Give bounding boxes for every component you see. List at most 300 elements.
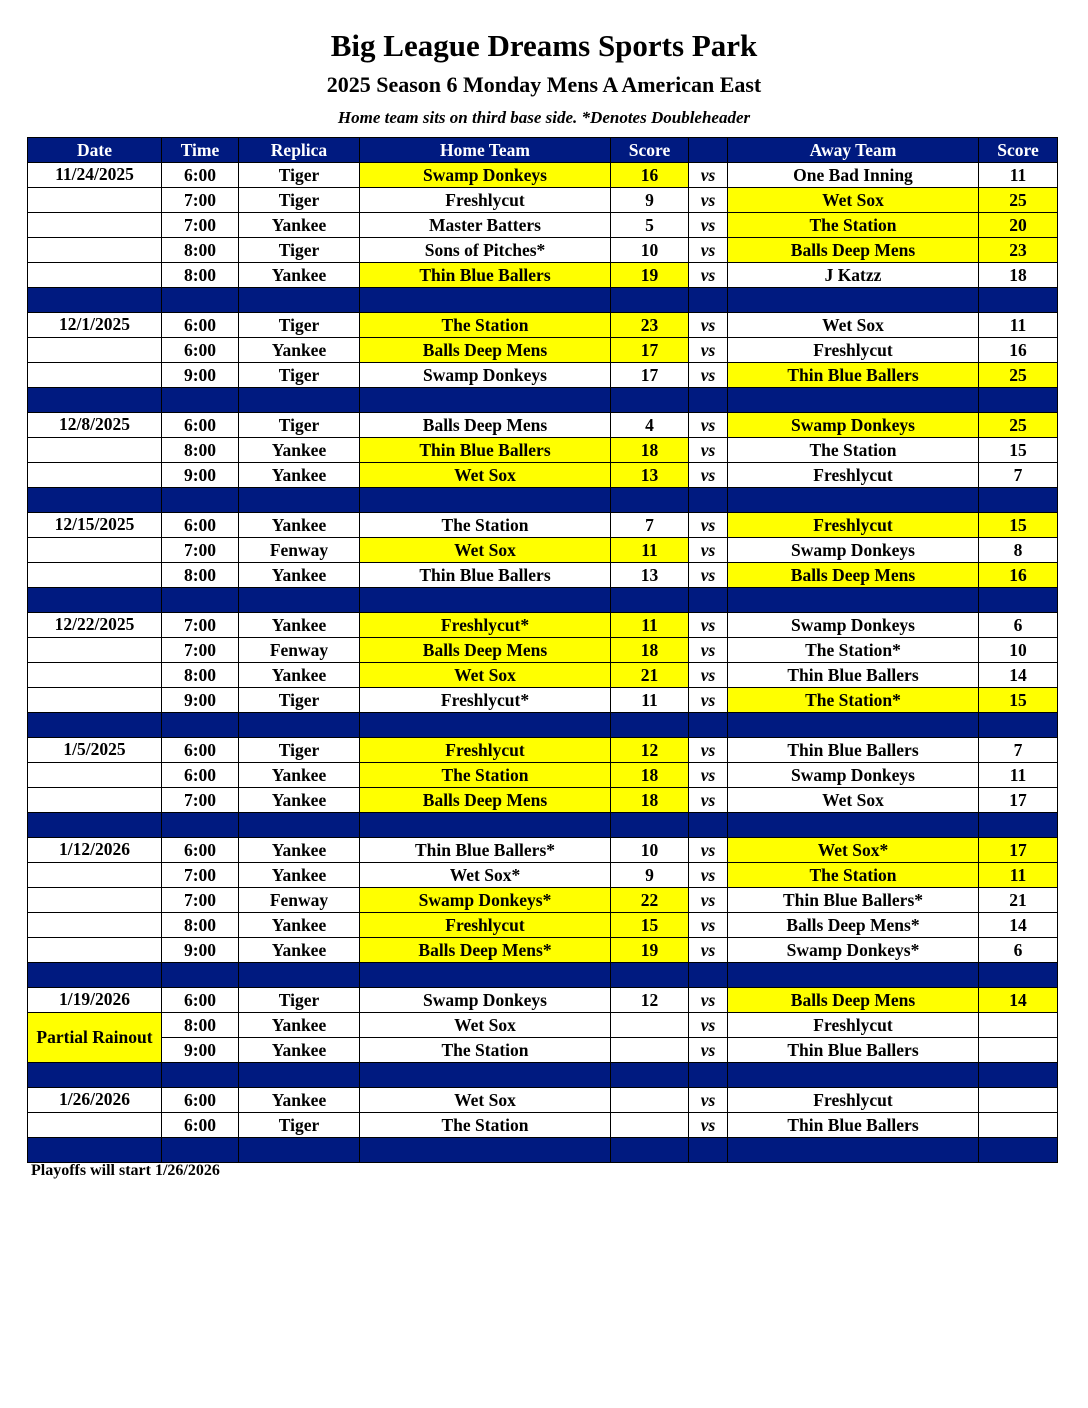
away-score-cell: 23 xyxy=(979,238,1058,263)
away-team-cell: The Station* xyxy=(728,688,979,713)
date-cell xyxy=(28,338,162,363)
time-cell: 9:00 xyxy=(162,463,239,488)
separator-cell xyxy=(28,288,162,313)
separator-cell xyxy=(728,713,979,738)
date-cell xyxy=(28,888,162,913)
vs-cell: vs xyxy=(689,438,728,463)
separator-cell xyxy=(979,963,1058,988)
away-score-cell: 15 xyxy=(979,513,1058,538)
home-team-cell: Wet Sox xyxy=(360,1013,611,1038)
time-cell: 6:00 xyxy=(162,163,239,188)
separator-cell xyxy=(360,1063,611,1088)
game-row xyxy=(28,163,1058,188)
game-row xyxy=(28,863,1058,888)
game-row xyxy=(28,738,1058,763)
game-row xyxy=(28,788,1058,813)
away-team-cell: Thin Blue Ballers xyxy=(728,1113,979,1138)
date-cell: 12/22/2025 xyxy=(28,613,162,638)
separator-cell xyxy=(239,388,360,413)
replica-field-cell: Yankee xyxy=(239,1038,360,1063)
date-cell xyxy=(28,463,162,488)
home-team-cell: Freshlycut xyxy=(360,913,611,938)
home-score-cell: 11 xyxy=(611,688,689,713)
separator-cell xyxy=(611,1063,689,1088)
home-score-cell: 9 xyxy=(611,863,689,888)
away-score-cell xyxy=(979,1088,1058,1113)
separator-cell xyxy=(162,713,239,738)
home-team-cell: Freshlycut* xyxy=(360,613,611,638)
date-cell xyxy=(28,238,162,263)
home-team-cell: The Station xyxy=(360,513,611,538)
away-team-cell: Balls Deep Mens xyxy=(728,988,979,1013)
replica-field-cell: Tiger xyxy=(239,238,360,263)
separator-cell xyxy=(28,588,162,613)
home-team-cell: Thin Blue Ballers xyxy=(360,438,611,463)
separator-cell xyxy=(689,813,728,838)
vs-cell: vs xyxy=(689,988,728,1013)
separator-cell xyxy=(611,588,689,613)
home-score-cell: 13 xyxy=(611,463,689,488)
separator-cell xyxy=(728,813,979,838)
away-team-cell: Thin Blue Ballers xyxy=(728,363,979,388)
separator-cell xyxy=(239,963,360,988)
home-team-cell: The Station xyxy=(360,763,611,788)
away-score-cell: 14 xyxy=(979,988,1058,1013)
away-score-cell: 25 xyxy=(979,413,1058,438)
away-score-cell: 16 xyxy=(979,338,1058,363)
time-cell: 6:00 xyxy=(162,338,239,363)
home-team-cell: Balls Deep Mens xyxy=(360,788,611,813)
home-team-cell: Freshlycut* xyxy=(360,688,611,713)
date-cell: 1/26/2026 xyxy=(28,1088,162,1113)
home-score-cell: 5 xyxy=(611,213,689,238)
replica-field-cell: Yankee xyxy=(239,863,360,888)
rainout-cell: Partial Rainout xyxy=(28,1013,162,1063)
home-team-cell: The Station xyxy=(360,1038,611,1063)
week-separator-row xyxy=(28,1138,1058,1163)
separator-cell xyxy=(689,288,728,313)
away-score-cell: 17 xyxy=(979,838,1058,863)
away-team-cell: Swamp Donkeys xyxy=(728,763,979,788)
home-score-cell: 11 xyxy=(611,538,689,563)
time-cell: 7:00 xyxy=(162,788,239,813)
home-score-cell: 12 xyxy=(611,738,689,763)
vs-cell: vs xyxy=(689,1013,728,1038)
home-team-cell: Swamp Donkeys xyxy=(360,163,611,188)
vs-cell: vs xyxy=(689,538,728,563)
separator-cell xyxy=(28,1063,162,1088)
page-title: Big League Dreams Sports Park xyxy=(330,28,758,63)
separator-cell xyxy=(689,488,728,513)
header-row xyxy=(28,138,1058,163)
away-score-cell: 11 xyxy=(979,863,1058,888)
separator-cell xyxy=(728,388,979,413)
away-score-cell: 6 xyxy=(979,938,1058,963)
separator-cell xyxy=(979,488,1058,513)
separator-cell xyxy=(689,713,728,738)
separator-cell xyxy=(239,588,360,613)
schedule-body xyxy=(28,163,1058,1163)
vs-cell: vs xyxy=(689,838,728,863)
away-team-cell: Freshlycut xyxy=(728,1013,979,1038)
separator-cell xyxy=(28,713,162,738)
vs-cell: vs xyxy=(689,638,728,663)
home-score-cell: 22 xyxy=(611,888,689,913)
time-cell: 8:00 xyxy=(162,1013,239,1038)
time-cell: 6:00 xyxy=(162,1113,239,1138)
vs-cell: vs xyxy=(689,313,728,338)
separator-cell xyxy=(979,1138,1058,1163)
time-cell: 8:00 xyxy=(162,438,239,463)
separator-cell xyxy=(239,488,360,513)
week-separator-row xyxy=(28,713,1058,738)
separator-cell xyxy=(360,588,611,613)
replica-field-cell: Yankee xyxy=(239,913,360,938)
separator-cell xyxy=(360,963,611,988)
separator-cell xyxy=(728,588,979,613)
playoffs-note: Playoffs will start 1/26/2026 xyxy=(31,1162,220,1179)
away-team-cell: Wet Sox* xyxy=(728,838,979,863)
time-cell: 7:00 xyxy=(162,213,239,238)
separator-cell xyxy=(162,588,239,613)
date-cell: 12/15/2025 xyxy=(28,513,162,538)
game-row xyxy=(28,313,1058,338)
away-team-cell: Balls Deep Mens xyxy=(728,563,979,588)
date-cell: 1/5/2025 xyxy=(28,738,162,763)
vs-cell: vs xyxy=(689,463,728,488)
home-team-cell: The Station xyxy=(360,1113,611,1138)
home-team-cell: Swamp Donkeys xyxy=(360,363,611,388)
home-score-cell: 9 xyxy=(611,188,689,213)
replica-field-cell: Yankee xyxy=(239,938,360,963)
replica-field-cell: Yankee xyxy=(239,213,360,238)
game-row xyxy=(28,1013,1058,1038)
separator-cell xyxy=(28,813,162,838)
vs-cell: vs xyxy=(689,188,728,213)
replica-field-cell: Tiger xyxy=(239,413,360,438)
time-column-header: Time xyxy=(162,138,239,163)
game-row xyxy=(28,763,1058,788)
date-cell xyxy=(28,863,162,888)
week-separator-row xyxy=(28,388,1058,413)
away-score-cell: 25 xyxy=(979,188,1058,213)
away-team-cell: Thin Blue Ballers xyxy=(728,1038,979,1063)
time-cell: 7:00 xyxy=(162,538,239,563)
separator-cell xyxy=(979,388,1058,413)
separator-cell xyxy=(728,288,979,313)
game-row xyxy=(28,1038,1058,1063)
replica-field-cell: Tiger xyxy=(239,1113,360,1138)
away-score-cell xyxy=(979,1113,1058,1138)
time-cell: 6:00 xyxy=(162,513,239,538)
time-cell: 6:00 xyxy=(162,738,239,763)
separator-cell xyxy=(162,488,239,513)
vs-cell: vs xyxy=(689,213,728,238)
separator-cell xyxy=(728,1138,979,1163)
replica-field-cell: Yankee xyxy=(239,263,360,288)
time-cell: 8:00 xyxy=(162,563,239,588)
vs-cell: vs xyxy=(689,863,728,888)
replica-field-cell: Tiger xyxy=(239,988,360,1013)
game-row xyxy=(28,613,1058,638)
time-cell: 7:00 xyxy=(162,863,239,888)
away-team-cell: Freshlycut xyxy=(728,338,979,363)
home-team-cell: Wet Sox xyxy=(360,538,611,563)
away-team-cell: The Station xyxy=(728,863,979,888)
date-cell: 12/1/2025 xyxy=(28,313,162,338)
home-score-cell: 13 xyxy=(611,563,689,588)
date-cell xyxy=(28,913,162,938)
separator-cell xyxy=(611,713,689,738)
separator-cell xyxy=(611,388,689,413)
separator-cell xyxy=(28,1138,162,1163)
home-team-cell: The Station xyxy=(360,313,611,338)
home-score-cell: 10 xyxy=(611,238,689,263)
away-score-cell: 20 xyxy=(979,213,1058,238)
vs-cell: vs xyxy=(689,338,728,363)
separator-cell xyxy=(360,288,611,313)
date-cell: 11/24/2025 xyxy=(28,163,162,188)
home-score-cell: 18 xyxy=(611,438,689,463)
home-score-cell xyxy=(611,1013,689,1038)
separator-cell xyxy=(689,588,728,613)
away-team-cell: Wet Sox xyxy=(728,788,979,813)
away-team-cell: Swamp Donkeys xyxy=(728,413,979,438)
vs-cell: vs xyxy=(689,738,728,763)
home-team-cell: Swamp Donkeys* xyxy=(360,888,611,913)
game-row xyxy=(28,463,1058,488)
separator-cell xyxy=(611,288,689,313)
separator-cell xyxy=(360,813,611,838)
home-team-cell: Swamp Donkeys xyxy=(360,988,611,1013)
home-team-cell: Balls Deep Mens xyxy=(360,338,611,363)
vs-cell: vs xyxy=(689,913,728,938)
vs-cell: vs xyxy=(689,1038,728,1063)
home-score-cell: 19 xyxy=(611,263,689,288)
game-row xyxy=(28,513,1058,538)
game-row xyxy=(28,913,1058,938)
home-team-cell: Balls Deep Mens xyxy=(360,413,611,438)
separator-cell xyxy=(979,1063,1058,1088)
week-separator-row xyxy=(28,288,1058,313)
away-team-cell: Thin Blue Ballers* xyxy=(728,888,979,913)
game-row xyxy=(28,338,1058,363)
game-row xyxy=(28,838,1058,863)
away-team-cell: The Station* xyxy=(728,638,979,663)
away-score-cell: 18 xyxy=(979,263,1058,288)
separator-cell xyxy=(611,963,689,988)
away-score-cell: 11 xyxy=(979,763,1058,788)
game-row xyxy=(28,1088,1058,1113)
away-score-cell: 11 xyxy=(979,313,1058,338)
home-score-cell: 18 xyxy=(611,788,689,813)
separator-cell xyxy=(979,813,1058,838)
week-separator-row xyxy=(28,963,1058,988)
replica-field-cell: Tiger xyxy=(239,363,360,388)
home-team-cell: Thin Blue Ballers xyxy=(360,563,611,588)
home-score-cell xyxy=(611,1088,689,1113)
away-team-cell: Swamp Donkeys* xyxy=(728,938,979,963)
away-score-cell: 15 xyxy=(979,688,1058,713)
home-score-cell: 4 xyxy=(611,413,689,438)
away-team-cell: Thin Blue Ballers xyxy=(728,663,979,688)
separator-cell xyxy=(239,288,360,313)
time-cell: 6:00 xyxy=(162,838,239,863)
page-subtitle: 2025 Season 6 Monday Mens A American East xyxy=(326,72,762,97)
time-cell: 7:00 xyxy=(162,888,239,913)
replica-field-cell: Yankee xyxy=(239,613,360,638)
separator-cell xyxy=(979,288,1058,313)
game-row xyxy=(28,888,1058,913)
date-cell xyxy=(28,363,162,388)
separator-cell xyxy=(239,713,360,738)
away-team-cell: One Bad Inning xyxy=(728,163,979,188)
replica-field-cell: Yankee xyxy=(239,663,360,688)
replica-field-cell: Tiger xyxy=(239,313,360,338)
date-cell xyxy=(28,263,162,288)
away-team-cell: Swamp Donkeys xyxy=(728,613,979,638)
date-cell: 1/12/2026 xyxy=(28,838,162,863)
separator-cell xyxy=(28,488,162,513)
date-cell xyxy=(28,763,162,788)
replica-field-cell: Yankee xyxy=(239,563,360,588)
replica-field-cell: Fenway xyxy=(239,888,360,913)
vs-cell: vs xyxy=(689,688,728,713)
time-cell: 8:00 xyxy=(162,663,239,688)
game-row xyxy=(28,1113,1058,1138)
date-cell xyxy=(28,663,162,688)
separator-cell xyxy=(689,1138,728,1163)
replica-field-cell: Tiger xyxy=(239,738,360,763)
home-team-cell: Master Batters xyxy=(360,213,611,238)
game-row xyxy=(28,538,1058,563)
away-team-cell: Freshlycut xyxy=(728,513,979,538)
time-cell: 8:00 xyxy=(162,263,239,288)
separator-cell xyxy=(728,1063,979,1088)
game-row xyxy=(28,188,1058,213)
separator-cell xyxy=(360,1138,611,1163)
date-column-header: Date xyxy=(28,138,162,163)
vs-cell: vs xyxy=(689,938,728,963)
separator-cell xyxy=(162,1138,239,1163)
away-score-cell: 16 xyxy=(979,563,1058,588)
away-team-cell: The Station xyxy=(728,213,979,238)
separator-cell xyxy=(239,813,360,838)
date-cell xyxy=(28,638,162,663)
away-score-cell xyxy=(979,1013,1058,1038)
date-cell xyxy=(28,563,162,588)
date-cell xyxy=(28,213,162,238)
date-cell: 1/19/2026 xyxy=(28,988,162,1013)
away-team-cell: Swamp Donkeys xyxy=(728,538,979,563)
home-team-column-header: Home Team xyxy=(360,138,611,163)
home-score-cell: 19 xyxy=(611,938,689,963)
home-score-cell: 11 xyxy=(611,613,689,638)
game-row xyxy=(28,363,1058,388)
separator-cell xyxy=(689,388,728,413)
home-team-cell: Balls Deep Mens* xyxy=(360,938,611,963)
replica-field-cell: Fenway xyxy=(239,638,360,663)
home-team-cell: Sons of Pitches* xyxy=(360,238,611,263)
game-row xyxy=(28,663,1058,688)
vs-cell: vs xyxy=(689,238,728,263)
game-row xyxy=(28,438,1058,463)
away-team-cell: Thin Blue Ballers xyxy=(728,738,979,763)
away-team-column-header: Away Team xyxy=(728,138,979,163)
date-cell xyxy=(28,438,162,463)
home-score-cell: 10 xyxy=(611,838,689,863)
separator-cell xyxy=(162,963,239,988)
game-row xyxy=(28,563,1058,588)
away-team-cell: Balls Deep Mens* xyxy=(728,913,979,938)
time-cell: 7:00 xyxy=(162,638,239,663)
away-team-cell: Wet Sox xyxy=(728,313,979,338)
away-score-cell: 8 xyxy=(979,538,1058,563)
separator-cell xyxy=(360,388,611,413)
week-separator-row xyxy=(28,813,1058,838)
doubleheader-note: Home team sits on third base side. *Denotes Doubleheader xyxy=(337,108,751,127)
home-team-cell: Freshlycut xyxy=(360,188,611,213)
time-cell: 9:00 xyxy=(162,938,239,963)
time-cell: 6:00 xyxy=(162,313,239,338)
date-cell xyxy=(28,788,162,813)
game-row xyxy=(28,938,1058,963)
separator-cell xyxy=(239,1063,360,1088)
game-row xyxy=(28,213,1058,238)
separator-cell xyxy=(360,488,611,513)
away-score-cell: 7 xyxy=(979,463,1058,488)
time-cell: 9:00 xyxy=(162,1038,239,1063)
home-score-column-header: Score xyxy=(611,138,689,163)
replica-field-cell: Yankee xyxy=(239,513,360,538)
home-score-cell xyxy=(611,1038,689,1063)
separator-cell xyxy=(360,713,611,738)
week-separator-row xyxy=(28,1063,1058,1088)
vs-cell: vs xyxy=(689,888,728,913)
away-score-column-header: Score xyxy=(979,138,1058,163)
separator-cell xyxy=(689,963,728,988)
vs-cell: vs xyxy=(689,563,728,588)
date-cell xyxy=(28,938,162,963)
replica-field-cell: Yankee xyxy=(239,463,360,488)
home-score-cell: 7 xyxy=(611,513,689,538)
vs-cell: vs xyxy=(689,413,728,438)
separator-cell xyxy=(162,813,239,838)
home-team-cell: Balls Deep Mens xyxy=(360,638,611,663)
away-score-cell: 14 xyxy=(979,913,1058,938)
home-score-cell: 18 xyxy=(611,638,689,663)
game-row xyxy=(28,638,1058,663)
away-team-cell: Wet Sox xyxy=(728,188,979,213)
replica-field-cell: Yankee xyxy=(239,1013,360,1038)
separator-cell xyxy=(611,813,689,838)
week-separator-row xyxy=(28,588,1058,613)
replica-field-cell: Yankee xyxy=(239,763,360,788)
replica-field-cell: Fenway xyxy=(239,538,360,563)
separator-cell xyxy=(979,588,1058,613)
away-score-cell: 25 xyxy=(979,363,1058,388)
time-cell: 6:00 xyxy=(162,763,239,788)
vs-cell: vs xyxy=(689,363,728,388)
away-team-cell: Freshlycut xyxy=(728,463,979,488)
replica-field-cell: Tiger xyxy=(239,688,360,713)
separator-cell xyxy=(239,1138,360,1163)
separator-cell xyxy=(162,1063,239,1088)
away-team-cell: Balls Deep Mens xyxy=(728,238,979,263)
time-cell: 6:00 xyxy=(162,413,239,438)
separator-cell xyxy=(728,963,979,988)
separator-cell xyxy=(28,963,162,988)
